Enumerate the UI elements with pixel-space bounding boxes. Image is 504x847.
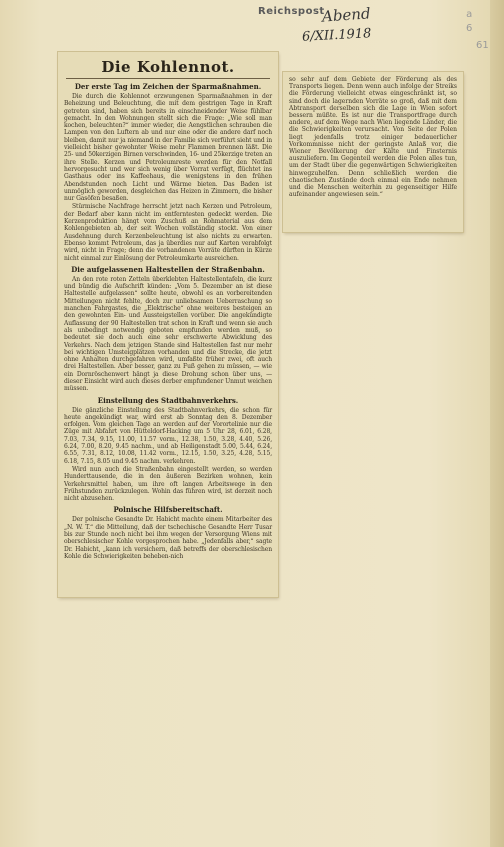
newspaper-masthead: Reichspost — [258, 6, 325, 17]
article-section-4 — [58, 516, 278, 560]
archive-number: a 6 — [466, 9, 473, 34]
article-title: Die Kohlennot. — [101, 58, 235, 76]
article-section-1 — [58, 93, 278, 262]
article-section-3 — [58, 407, 278, 503]
newspaper-clipping-continuation — [283, 72, 463, 232]
paragraph: Der polnische Gesandte Dr. Habicht machte einem Mitarbeiter des „N. W. T.“ die Mitteilung, daß der tschechische Gesandte Herr Tusar bis zur Stunde noch nicht bei ihm wegen der Versorgung Wiens mit oberschlesischer Kohle vorgesprochen habe. „Jedenfalls aber,“ sagte Dr. Habicht, „kann ich versichern, daß betreffs der oberschlesischen Kohle die Schwierigkeiten beheben-nich — [64, 516, 272, 560]
paragraph: so sehr auf dem Gebiete der Förderung als des Transports liegen. Denn wenn auch infolge der Streiks die Förderung vielleicht etwas eingeschränkt ist, so sind doch die lagernden Vorräte so groß, daß mit dem Abtransport derselben sich die Lage in Wien sofort bessern müßte. Es ist nur die Transportfrage durch andere, auf dem Wege nach Wien liegende Länder, die die Schwierigkeiten verursacht. Von Seite der Polen liegt jedenfalls trotz einiger bedauerlicher Vorkommnisse nicht der geringste Anlaß vor, die Wiener Bevölkerung der Kälte und Finsternis auszuliefern. Im Gegenteil werden die Polen alles tun, um der Stadt über die gegenwärtigen Schwierigkeiten hinwegzuhelfen. Denn schließlich werden die chaotischen Zustände doch einmal ein Ende nehmen und die Menschen weiterhin zu gegenseitiger Hilfe aufeinander angewiesen sein.“ — [289, 76, 457, 199]
continuation-text — [283, 72, 463, 202]
paragraph: Stürmische Nachfrage herrscht jetzt nach Kerzen und Petroleum, der Bedarf aber kann nicht im entferntesten gedeckt werden. Die Kerzenproduktion hängt vom Zuschuß an Rohmaterial aus dem Kohlengebieten ab, der seit Wochen vollständig stockt. Von einer Ausdehnung durch Kerzenbeleuchtung ist also nichts zu erwarten. Ebenso kommt Petroleum, das ja überdies nur auf Karten verabfolgt wird, nicht in Frage; denn die vorhandenen Vorräte dürften in Kürze nicht einmal zur Einlösung der Petroleumkarte ausreichen. — [64, 203, 272, 262]
paragraph: Die durch die Kohlennot erzwungenen Sparmaßnahmen in der Beheizung und Beleuchtung, die mit dem gestrigen Tage in Kraft getreten sind, haben sich bereits in einschneidender Weise fühlbar gemacht. In den Wohnungen stellt sich die Frage: „Wie soll man kochen, beleuchten?“ immer wieder, die Aengstlichen schrauben die Lampen von den Luftern ab und nur eine oder die andere darf noch bleiben, damit nur ja niemand in der Familie sich verführt sieht und in vielleicht bisher gewohnter Weise mehr Flammen brennen läßt. Die 25- und 50kerzigen Birnen verschwinden, 16- und 25kerzige treten an ihre Stelle. Kerzen und Petroleumreste werden für den Notfall hervorgesucht und wer sich wenig über Vorrat verfügt, flüchtet ins Gasthaus oder ins Kaffeehaus, die wenigstens in den frühen Abendstunden noch Licht und Wärme bieten. Das Baden ist unmöglich geworden, desgleichen das Heizen in Zimmern, die bisher nur Gasöfen besaßen. — [64, 93, 272, 203]
title-rule — [66, 78, 270, 79]
handwritten-edition: Abend — [321, 4, 372, 26]
handwritten-date: 6/XII.1918 — [301, 26, 372, 45]
subhead-polnische-hilfe: Polnische Hilfsbereitschaft. — [113, 505, 223, 515]
article-section-2 — [58, 276, 278, 393]
paragraph: Wird nun auch die Straßenbahn eingestellt werden, so werden Hunderttausende, die in den äußeren Bezirken wohnen, kein Verkehrsmittel haben, um ihre oft langen Arbeitswege in den Frühstunden zurückzulegen. Wohin das führen wird, ist derzeit noch nicht abzusehen. — [64, 465, 272, 503]
paragraph: Die gänzliche Einstellung des Stadtbahnverkehrs, die schon für heute angekündigt war, wird erst ab Sonntag den 8. Dezember erfolgen. Vom gleichen Tage an werden auf der Vorortelinie nur die Züge mit Abfahrt von Hütteldorf-Hacking um 5 Uhr 28, 6.01, 6.28, 7.03, 7.34, 9.15, 11.00, 11.57 vorm., 12.38, 1.50, 3.28, 4.40, 5.26, 6.24, 7.00, 8.20, 9.45 nachm., und ab Heiligenstadt 5.00, 5.44, 6.24, 6.55, 7.31, 8.12, 10.08, 11.42 vorm., 12.15, 1.50, 3.25, 4.28, 5.15, 6.18, 7.15, 8.05 und 9.45 nachm. verkehren. — [64, 406, 272, 465]
newspaper-clipping-main — [58, 52, 278, 597]
subhead-haltestellen: Die aufgelassenen Haltestellen der Straßenbahn. — [71, 264, 265, 274]
article-subtitle: Der erste Tag im Zeichen der Sparmaßnahmen. — [74, 82, 262, 91]
paragraph: An den rote roten Zetteln überklebten Haltestellentafeln, die kurz und bündig die Aufschrift künden: „Vom 5. Dezember an ist diese Haltestelle aufgelassen“ sollte heute, obwohl es an vorbereitenden Mitteilungen nicht fehlte, doch zur unliebsamen Ueberraschung so manchen Fahrgastes, die „Elektrische“ ohne weiteres besteigen an den gewohnten Ein- und Aussteigstellen vorüber. Die angekündigte Auflassung der 90 Haltestellen trat schon in Kraft und wenn sie auch als unbedingt notwendig geboten empfunden werden muß, so bedeutet sie doch auch eine sehr erschwerte Abwicklung des Verkehrs. Nach dem jetzigen Stande sind Haltestellen fast nur mehr bei wichtigen Umsteigplätzen vorhanden und die Strecke, die jetzt ohne Anhalten durchgefahren wird, umfaßte früher zwei, oft auch drei Haltestellen. Aber besser, ganz zu Fuß gehen zu müssen, — wie ein Dornröschenwert hängt ja diese Drohung schon über uns, — dieser Einsicht wird auch dieses derber empfundener Unmut weichen müssen. — [64, 275, 272, 393]
subhead-stadtbahn: Einstellung des Stadtbahnverkehrs. — [97, 395, 239, 405]
archive-side-number: 61 — [476, 40, 489, 51]
sheet-edge — [490, 0, 504, 847]
